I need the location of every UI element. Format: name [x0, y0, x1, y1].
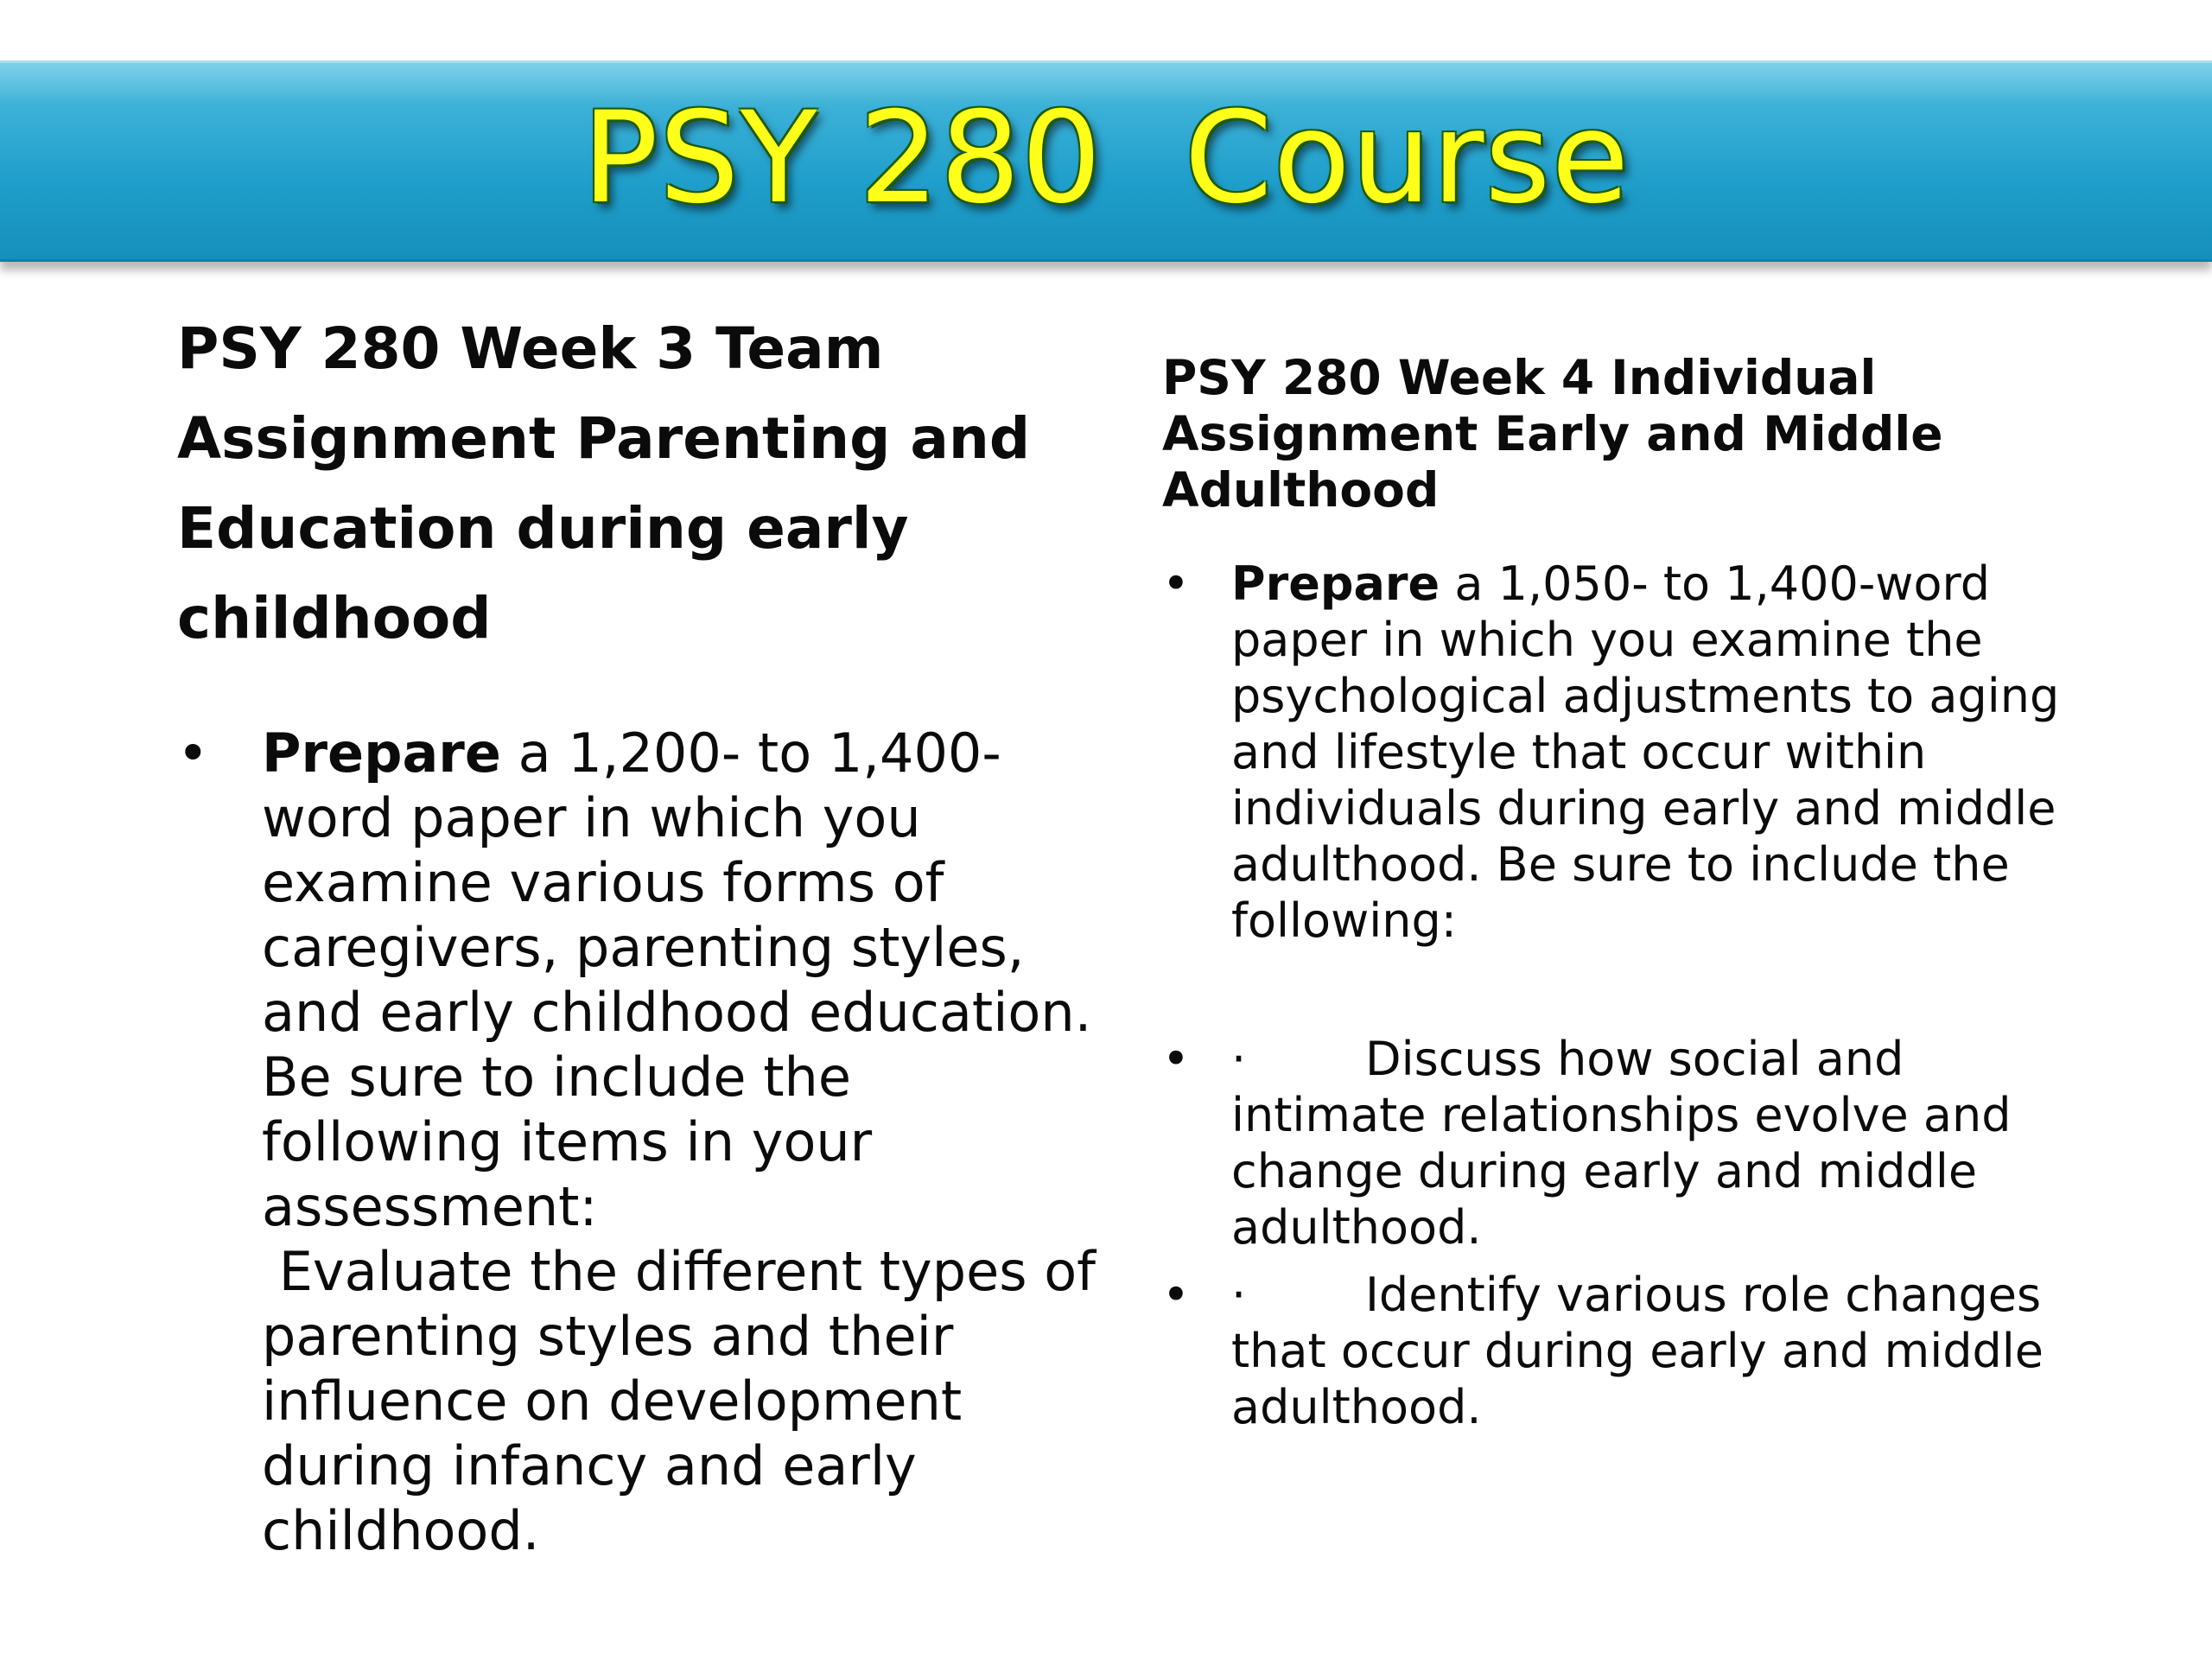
bullet-line: Be sure to include the [262, 1046, 851, 1109]
left-heading-line: childhood [177, 585, 492, 652]
bullet-line [1231, 1267, 2139, 1323]
bullet-line [1231, 556, 2139, 612]
bullet-keyword: Prepare [1231, 556, 1440, 611]
right-bullet-identify [1162, 1267, 2139, 1435]
bullet-line: intimate relationships evolve and [1231, 1088, 2012, 1142]
bullet-line: assessment: [262, 1175, 598, 1238]
bullet-line: caregivers, parenting styles, [262, 916, 1025, 979]
bullet-line: that occur during early and middle [1231, 1324, 2044, 1378]
bullet-line: parenting styles and their [262, 1305, 954, 1368]
right-bullet-prepare [1162, 556, 2139, 949]
bullet-text: a 1,200- to 1,400- [500, 721, 1001, 785]
right-column [1162, 350, 2139, 1435]
bullet-line: Evaluate the different types of [262, 1240, 1096, 1303]
slide-title: PSY 280 Course [582, 84, 1630, 232]
left-heading-line: Assignment Parenting and [177, 405, 1031, 472]
bullet-line: following: [1231, 893, 1457, 948]
right-heading-line: Adulthood [1162, 462, 1440, 518]
bullet-line: examine various forms of [262, 851, 944, 914]
bullet-icon: • [1162, 1268, 1190, 1322]
bullet-text: Identify various role changes [1365, 1268, 2042, 1322]
left-bullet [177, 721, 1145, 1563]
left-heading-line: Education during early [177, 495, 909, 562]
title-banner [0, 60, 2212, 262]
bullet-line: word paper in which you [262, 786, 921, 849]
bullet-line: psychological adjustments to aging [1231, 669, 2060, 723]
right-bullet-discuss [1162, 1031, 2139, 1255]
left-heading-line: PSY 280 Week 3 Team [177, 315, 884, 382]
right-heading-line: Assignment Early and Middle [1162, 406, 1943, 461]
left-heading [177, 304, 1145, 664]
bullet-icon: • [1162, 1032, 1190, 1086]
bullet-line [1231, 1031, 2139, 1087]
middle-dot-icon: · [1231, 1032, 1247, 1086]
bullet-line: change during early and middle [1231, 1144, 1978, 1198]
bullet-text: a 1,050- to 1,400-word [1440, 556, 1991, 611]
bullet-line: adulthood. [1231, 1380, 1482, 1434]
bullet-line: influence on development [262, 1370, 963, 1433]
bullet-line: adulthood. Be sure to include the [1231, 837, 2010, 892]
bullet-line: during infancy and early [262, 1434, 917, 1497]
bullet-line: following items in your [262, 1110, 873, 1173]
bullet-text: Discuss how social and [1365, 1032, 1904, 1086]
bullet-line: and lifestyle that occur within [1231, 725, 1927, 779]
bullet-line: individuals during early and middle [1231, 781, 2056, 836]
bullet-line: and early childhood education. [262, 981, 1092, 1044]
bullet-line [262, 721, 1145, 785]
middle-dot-icon: · [1231, 1268, 1247, 1322]
bullet-line: paper in which you examine the [1231, 613, 1983, 667]
bullet-keyword: Prepare [262, 721, 501, 785]
left-column [177, 304, 1145, 1563]
bullet-line: adulthood. [1231, 1200, 1482, 1255]
right-heading [1162, 350, 2139, 518]
right-heading-line: PSY 280 Week 4 Individual [1162, 350, 1877, 405]
bullet-icon: • [177, 721, 209, 785]
bullet-icon: • [1162, 556, 1190, 611]
bullet-line: childhood. [262, 1499, 540, 1562]
